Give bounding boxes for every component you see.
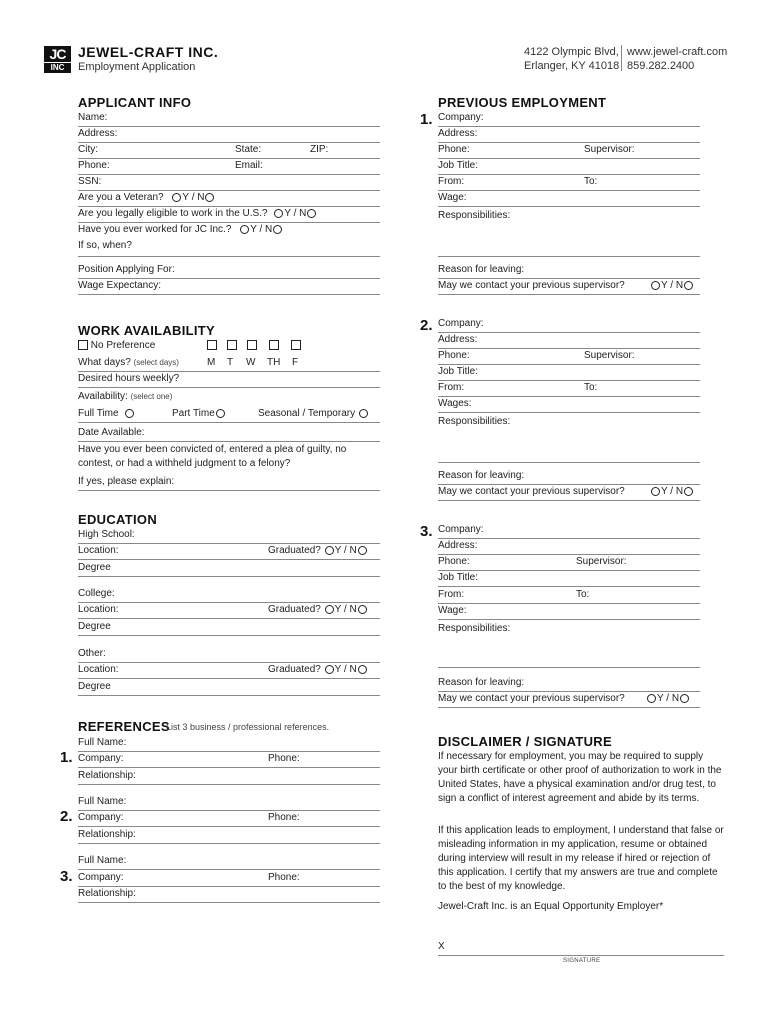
job3-dates-row[interactable] [438,587,700,604]
worked-when-field[interactable] [78,238,380,257]
references-title: REFERENCES [78,719,170,734]
eligible-yes-radio[interactable] [274,209,283,218]
full-time-label: Full Time [78,408,119,419]
yes-label: Y [334,545,342,556]
no-preference-label: No Preference [90,340,156,351]
address-label: Address: [78,128,118,139]
day-checkboxes [207,340,307,352]
references-note: List 3 business / professional references. [166,722,330,732]
ref2-name-field[interactable] [78,794,380,811]
signature-field[interactable] [438,939,724,956]
company-label: Company: [78,753,124,764]
job1-title-field[interactable] [438,158,700,175]
date-available-field[interactable] [78,425,380,442]
ref3-name-field[interactable] [78,853,380,870]
job1-number: 1. [420,111,433,128]
eligible-row [78,206,380,223]
other-graduated-no-radio[interactable] [358,665,367,674]
no-preference-row [78,339,155,353]
yes-label: Y [182,192,189,203]
company-label: Company: [438,318,484,329]
other-graduated-yes-radio[interactable] [325,665,334,674]
signature-caption: SIGNATURE [563,958,601,964]
disclaimer-paragraph-1: If necessary for employment, you may be required to supply your birth certificate or other proof of authorization to work in the United States, have a physical examination and/or drug test, to sign a conflict of interest agreement and abide by its terms. [438,751,722,804]
graduated-label: Graduated? [268,545,321,556]
college-graduated-no-radio[interactable] [358,605,367,614]
ref3-relationship-field[interactable] [78,886,380,903]
address-line-2: Erlanger, KY 41018 [524,60,620,72]
yes-label: Y [661,486,668,497]
what-days-label: What days? [78,357,131,368]
signature-x: X [438,941,445,952]
other-location-row[interactable] [78,662,380,679]
disclaimer-title: DISCLAIMER / SIGNATURE [438,734,612,749]
contact-question: May we contact your previous supervisor? [438,280,625,291]
supervisor-label: Supervisor: [576,556,627,567]
from-label: From: [438,176,465,187]
ref1-name-field[interactable] [78,735,380,752]
company-label: Company: [438,524,484,535]
slash: / [191,192,195,203]
job3-responsibilities-field[interactable] [438,621,700,668]
job2-contact-yes-radio[interactable] [651,487,660,496]
ssn-field[interactable] [78,174,380,191]
phone-label: Phone: [438,144,470,155]
job2-phone-row[interactable] [438,348,700,365]
wage-expectancy-label: Wage Expectancy: [78,280,162,291]
part-time-label: Part Time [172,408,215,419]
ref2-number: 2. [60,808,73,825]
form-subtitle: Employment Application [78,61,196,73]
name-field[interactable] [78,110,380,127]
zip-label: ZIP: [310,144,329,155]
job-title-label: Job Title: [438,366,479,377]
desired-hours-label: Desired hours weekly? [78,373,180,384]
company-phone: 859.282.2400 [627,60,695,72]
education-title: EDUCATION [78,512,158,527]
ref2-company-row[interactable] [78,810,380,827]
no-label: N [675,486,684,497]
job1-wage-field[interactable] [438,190,700,207]
contact-question: May we contact your previous supervisor? [438,486,625,497]
job1-dates-row[interactable] [438,174,700,191]
eligible-question: Are you legally eligible to work in the U.S.? [78,208,268,219]
responsibilities-label: Responsibilities: [438,623,511,634]
ref3-company-row[interactable] [78,870,380,887]
ref1-relationship-field[interactable] [78,768,380,785]
to-label: To: [576,589,590,600]
contact-question: May we contact your previous supervisor? [438,693,625,704]
job1-phone-row[interactable] [438,142,700,159]
other-degree-field[interactable] [78,679,380,696]
phone-label: Phone: [268,812,300,823]
slash: / [670,280,674,291]
job2-title-field[interactable] [438,364,700,381]
no-label: N [675,280,684,291]
job3-wage-field[interactable] [438,603,700,620]
phone-label: Phone: [268,872,300,883]
job3-address-field[interactable] [438,538,700,555]
reason-label: Reason for leaving: [438,470,525,481]
veteran-question: Are you a Veteran? [78,192,164,203]
veteran-no-radio[interactable] [205,193,214,202]
header-divider [621,45,622,71]
day-t: T [227,357,234,368]
hs-graduated-yes-radio[interactable] [325,546,334,555]
logo-jc: JC [44,46,71,62]
yes-label: Y [661,280,668,291]
if-so-label: If so, when? [78,240,132,251]
relationship-label: Relationship: [78,770,136,781]
to-label: To: [584,382,598,393]
date-available-label: Date Available: [78,427,145,438]
yes-label: Y [334,604,342,615]
email-label: Email: [235,160,263,171]
position-field[interactable] [78,262,380,279]
hs-degree-field[interactable] [78,560,380,577]
relationship-label: Relationship: [78,888,136,899]
job1-contact-row [438,278,700,295]
no-label: N [265,224,273,235]
worked-row [78,222,380,238]
job3-company-field[interactable] [438,522,700,539]
supervisor-label: Supervisor: [584,144,635,155]
desired-hours-field[interactable] [78,371,380,388]
worked-no-radio[interactable] [273,225,282,234]
logo-inc: INC [44,63,71,73]
yes-label: Y [657,693,664,704]
no-label: N [671,693,680,704]
college-label: College: [78,588,115,599]
day-th: TH [267,357,281,368]
no-label: N [299,208,307,219]
high-school-field[interactable] [78,527,380,544]
address-label: Address: [438,540,478,551]
day-f: F [292,357,299,368]
college-location-row[interactable] [78,602,380,619]
full-name-label: Full Name: [78,796,127,807]
hs-location-row[interactable] [78,543,380,560]
job2-address-field[interactable] [438,332,700,349]
phone-label: Phone: [268,753,300,764]
ssn-label: SSN: [78,176,102,187]
hs-graduated-no-radio[interactable] [358,546,367,555]
phone-label: Phone: [438,556,470,567]
availability-options-row [78,406,380,423]
part-time-radio[interactable] [216,409,225,418]
college-graduated-yes-radio[interactable] [325,605,334,614]
phone-label: Phone: [438,350,470,361]
select-days-hint: (select days) [133,358,179,367]
address-field[interactable] [78,126,380,143]
work-availability-title: WORK AVAILABILITY [78,323,216,338]
no-label: N [349,604,357,615]
no-label: N [197,192,205,203]
wage-expectancy-field[interactable] [78,278,380,295]
from-label: From: [438,589,465,600]
worked-question: Have you ever worked for JC Inc.? [78,224,232,235]
tuesday-checkbox[interactable] [227,340,237,350]
address-label: Address: [438,334,478,345]
no-label: N [349,664,357,675]
city-state-zip-row[interactable] [78,142,380,159]
veteran-row [78,190,380,207]
ref2-relationship-field[interactable] [78,827,380,844]
responsibilities-label: Responsibilities: [438,416,511,427]
job1-responsibilities-field[interactable] [438,208,700,257]
reason-label: Reason for leaving: [438,677,525,688]
thursday-checkbox[interactable] [269,340,279,350]
ref1-company-row[interactable] [78,751,380,768]
job-title-label: Job Title: [438,160,479,171]
other-label: Other: [78,648,106,659]
full-name-label: Full Name: [78,737,127,748]
job3-number: 3. [420,523,433,540]
address-line-1: 4122 Olympic Blvd, [524,46,619,58]
worked-yes-radio[interactable] [240,225,249,234]
company-name: JEWEL-CRAFT INC. [78,44,219,60]
job1-company-field[interactable] [438,110,700,127]
job1-address-field[interactable] [438,126,700,143]
other-school-field[interactable] [78,646,380,663]
phone-email-row[interactable] [78,158,380,175]
company-label: Company: [438,112,484,123]
company-contact [627,45,727,73]
college-field[interactable] [78,586,380,603]
select-one-hint: (select one) [130,392,173,401]
full-time-radio[interactable] [125,409,134,418]
slash: / [343,545,347,556]
graduated-label: Graduated? [268,604,321,615]
ref3-number: 3. [60,868,73,885]
position-label: Position Applying For: [78,264,175,275]
no-preference-checkbox[interactable] [78,340,88,350]
graduated-label: Graduated? [268,664,321,675]
friday-checkbox[interactable] [291,340,301,350]
availability-label: Availability: [78,391,128,402]
full-name-label: Full Name: [78,855,127,866]
yes-label: Y [250,224,257,235]
job2-contact-no-radio[interactable] [684,487,693,496]
job2-contact-row [438,484,700,501]
location-label: Location: [78,604,119,615]
availability-row [78,389,380,405]
day-w: W [246,357,256,368]
slash: / [666,693,670,704]
seasonal-radio[interactable] [359,409,368,418]
job2-reason-field[interactable] [438,468,700,485]
no-label: N [349,545,357,556]
job2-number: 2. [420,317,433,334]
slash: / [343,664,347,675]
job3-contact-yes-radio[interactable] [647,694,656,703]
degree-label: Degree [78,562,111,573]
slash: / [670,486,674,497]
job2-company-field[interactable] [438,316,700,333]
seasonal-label: Seasonal / Temporary [258,408,356,419]
eligible-no-radio[interactable] [307,209,316,218]
yes-label: Y [284,208,291,219]
job-title-label: Job Title: [438,572,479,583]
job3-contact-row [438,691,700,708]
address-label: Address: [438,128,478,139]
job3-title-field[interactable] [438,570,700,587]
ref1-number: 1. [60,749,73,766]
job3-contact-no-radio[interactable] [680,694,689,703]
disclaimer-paragraph-2: If this application leads to employment, I understand that false or misleading information in my application, resume or obtained during interview will result in my release if hired or rejection of this application. I certify that my answers are true and complete to the best of my knowledge. [438,825,724,892]
wage-label: Wage: [438,605,467,616]
college-degree-field[interactable] [78,619,380,636]
job3-reason-field[interactable] [438,675,700,692]
equal-opportunity-statement: Jewel-Craft Inc. is an Equal Opportunity Employer* [438,901,664,912]
slash: / [259,224,263,235]
job1-contact-yes-radio[interactable] [651,281,660,290]
explain-field[interactable] [78,474,380,491]
high-school-label: High School: [78,529,135,540]
job2-wage-field[interactable] [438,396,700,413]
company-website[interactable]: www.jewel-craft.com [627,46,728,58]
wednesday-checkbox[interactable] [247,340,257,350]
day-m: M [207,357,216,368]
previous-employment-title: PREVIOUS EMPLOYMENT [438,95,607,110]
city-label: City: [78,144,98,155]
supervisor-label: Supervisor: [584,350,635,361]
applicant-info-title: APPLICANT INFO [78,95,192,110]
job1-contact-no-radio[interactable] [684,281,693,290]
name-label: Name: [78,112,108,123]
explain-label: If yes, please explain: [78,476,175,487]
location-label: Location: [78,664,119,675]
company-label: Company: [78,812,124,823]
location-label: Location: [78,545,119,556]
degree-label: Degree [78,681,111,692]
veteran-yes-radio[interactable] [172,193,181,202]
job1-reason-field[interactable] [438,262,700,279]
company-logo [44,46,71,74]
reason-label: Reason for leaving: [438,264,525,275]
wages-label: Wages: [438,398,472,409]
slash: / [293,208,297,219]
job2-responsibilities-field[interactable] [438,414,700,463]
company-address [524,45,619,73]
phone-label: Phone: [78,160,110,171]
felony-question: Have you ever been convicted of, entered a plea of guilty, no contest, or had a withheld judgment to a felony? [78,444,347,469]
yes-label: Y [334,664,342,675]
from-label: From: [438,382,465,393]
what-days-row [78,355,380,372]
to-label: To: [584,176,598,187]
wage-label: Wage: [438,192,467,203]
responsibilities-label: Responsibilities: [438,210,511,221]
monday-checkbox[interactable] [207,340,217,350]
relationship-label: Relationship: [78,829,136,840]
job3-phone-row[interactable] [438,554,700,571]
job2-dates-row[interactable] [438,380,700,397]
state-label: State: [235,144,262,155]
degree-label: Degree [78,621,111,632]
slash: / [343,604,347,615]
company-label: Company: [78,872,124,883]
